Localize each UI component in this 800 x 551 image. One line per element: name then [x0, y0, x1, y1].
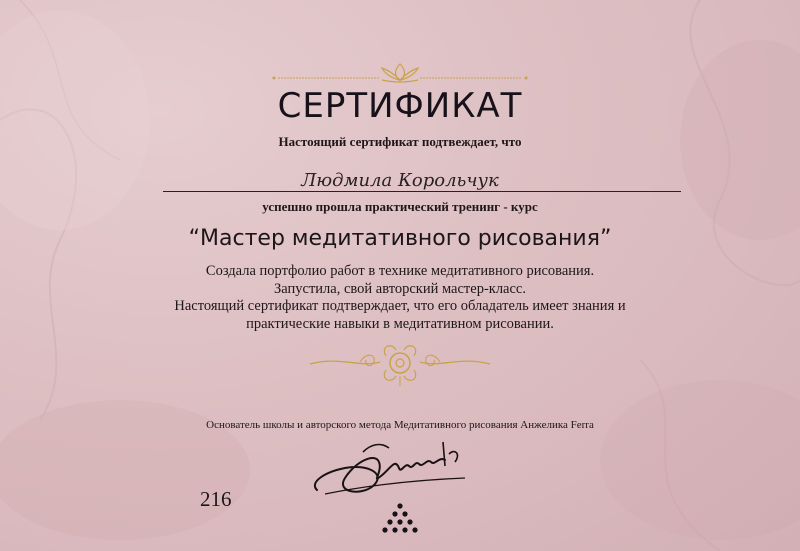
completion-statement: успешно прошла практический тренинг - курс [262, 199, 538, 214]
certificate-title: СЕРТИФИКАТ [277, 86, 523, 126]
dot-triangle-logo-icon [380, 500, 420, 540]
certificate-number: 216 [200, 487, 232, 511]
description-block [0, 263, 800, 333]
description-line: Настоящий сертификат подтверждает, что его обладатель имеет знания и [174, 298, 626, 314]
description-line: Запустила, свой авторский мастер-класс. [274, 280, 526, 297]
recipient-underline [163, 191, 681, 192]
recipient-name: Людмила Корольчук [301, 170, 499, 191]
signature-icon [305, 432, 485, 504]
description-line: практические навыки в медитативном рисовании. [246, 315, 554, 332]
certificate-subtitle: Настоящий сертификат подтвеждает, что [278, 134, 522, 149]
gold-flourish-ornament-icon [300, 338, 500, 388]
founder-text: Основатель школы и авторского метода Медитативного рисования Анжелика Ferra [206, 419, 594, 431]
gold-lotus-ornament-icon [270, 60, 530, 86]
course-title: “Мастер медитативного рисования” [188, 226, 612, 251]
description-line: Создала портфолио работ в технике медитативного рисования. [205, 263, 595, 279]
